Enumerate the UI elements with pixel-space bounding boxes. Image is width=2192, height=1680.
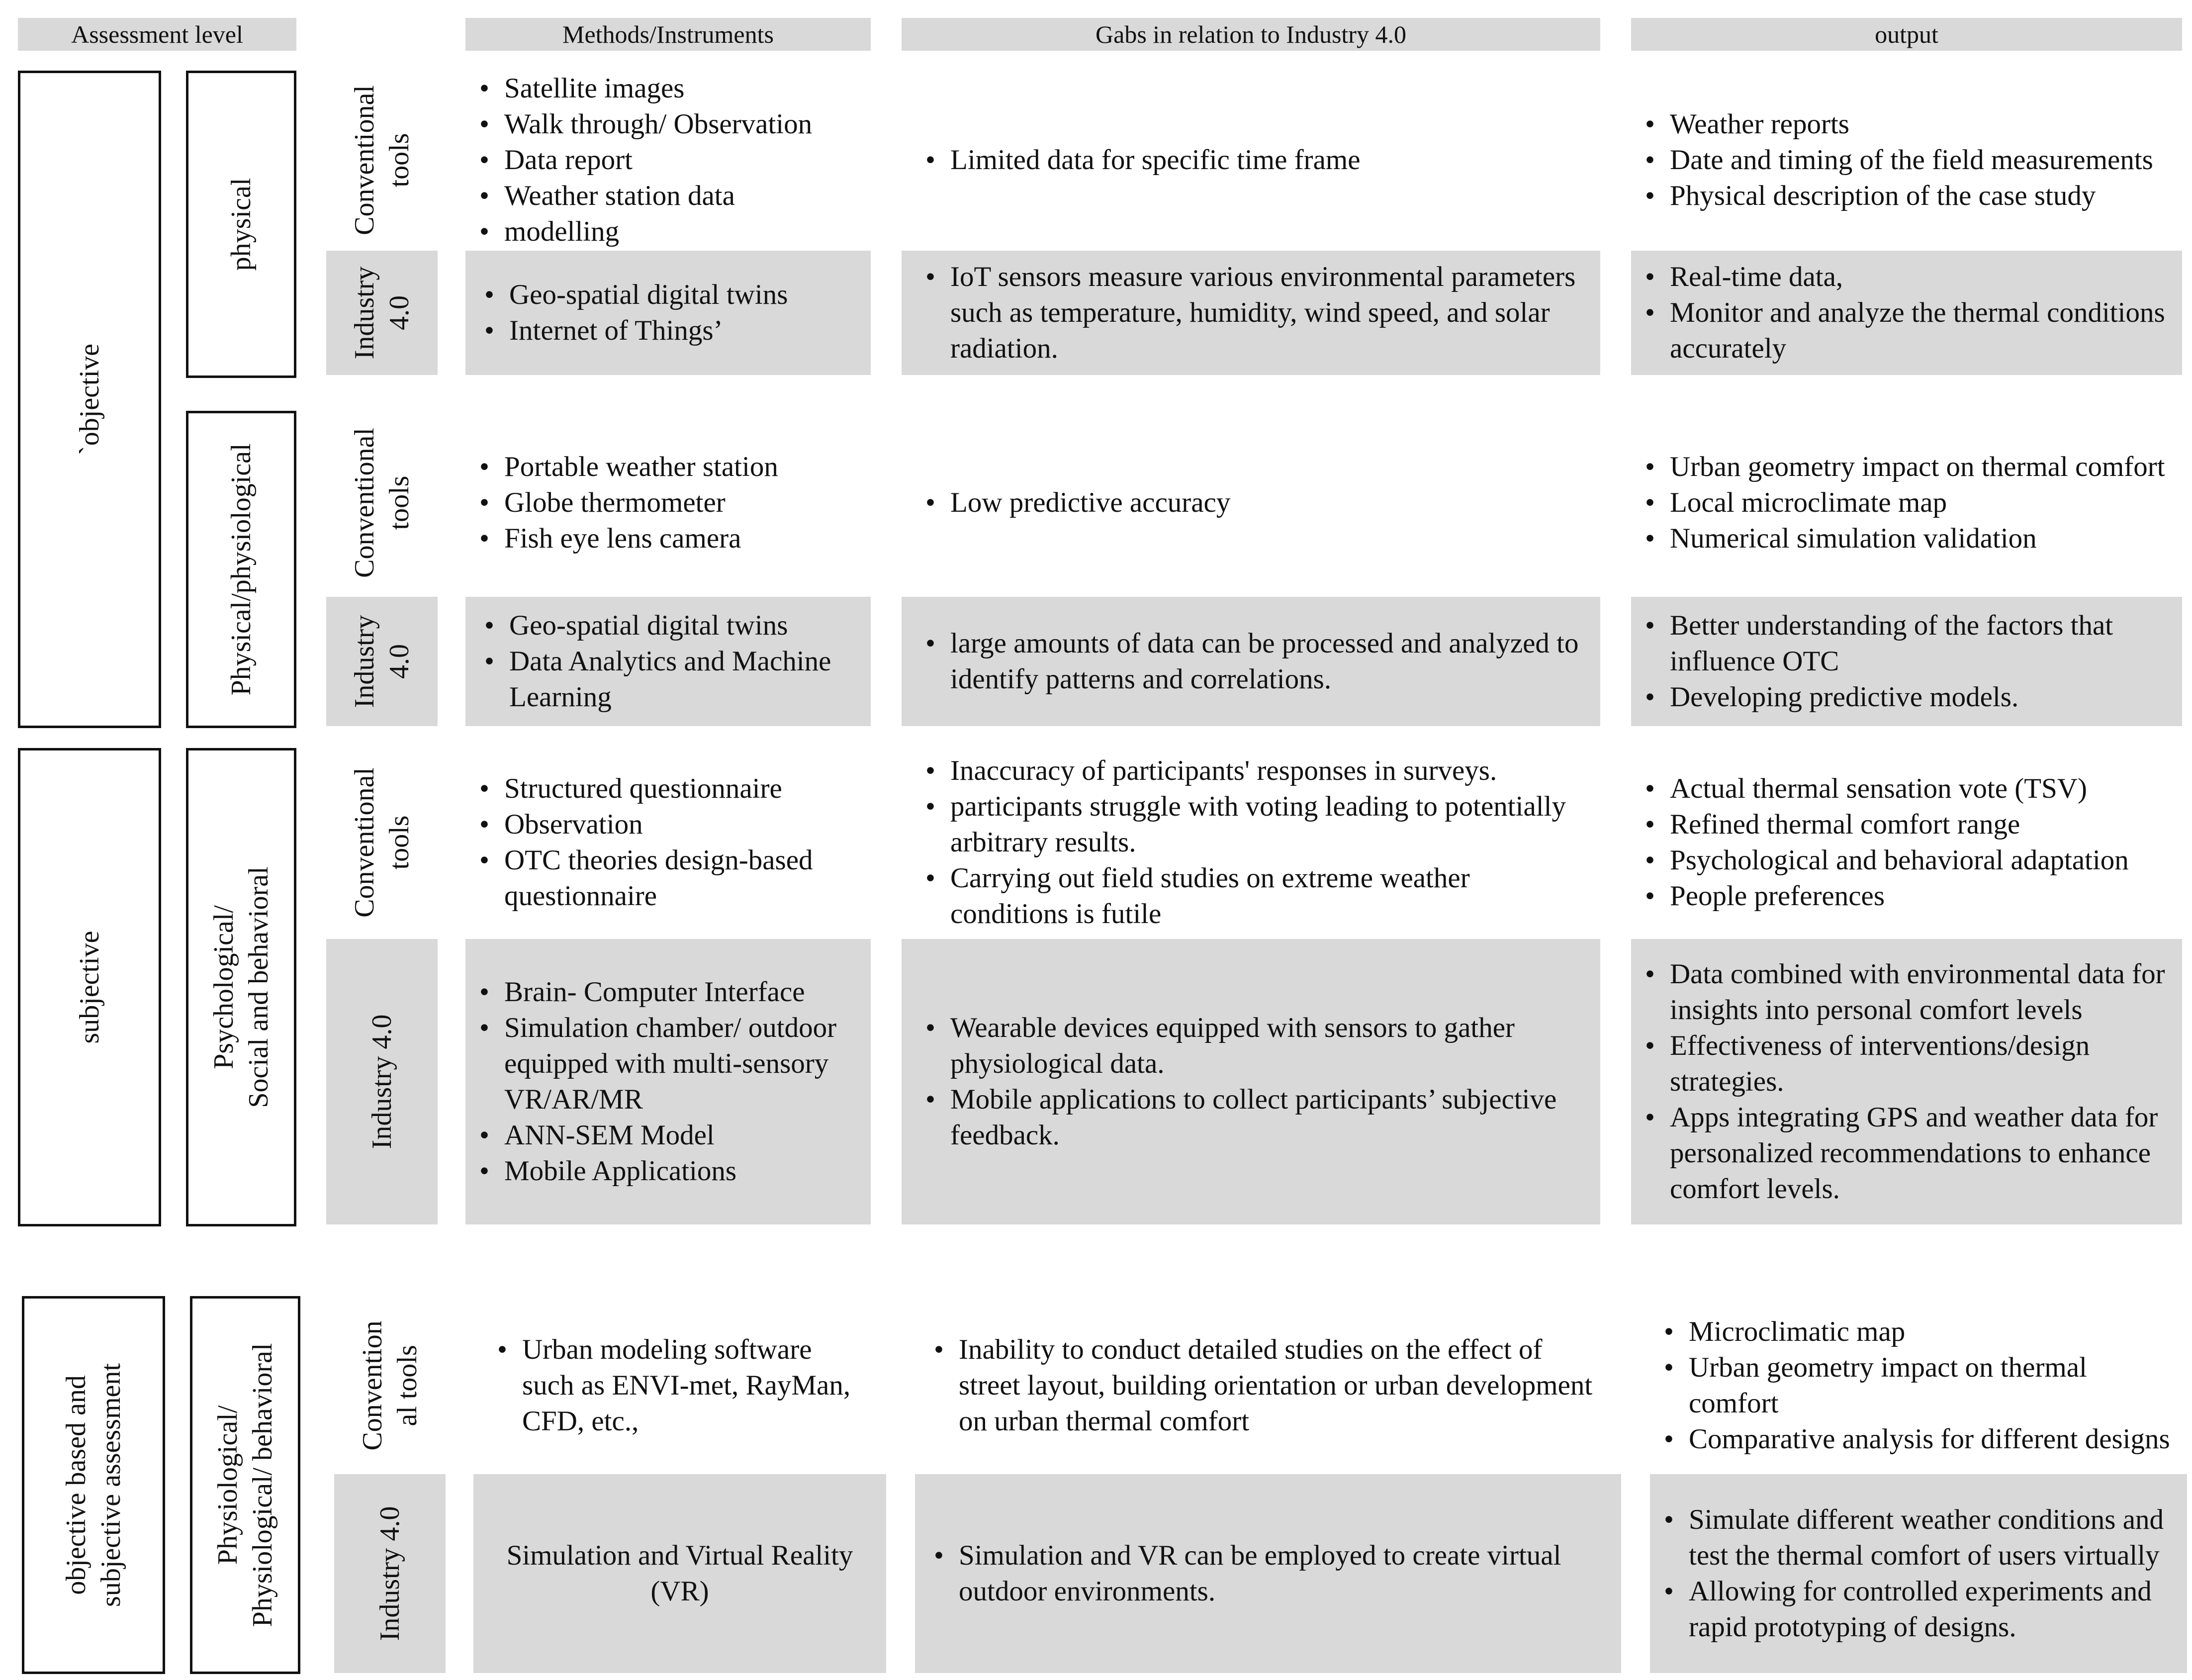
methods-cell bbox=[465, 71, 871, 250]
methods-cell bbox=[473, 1296, 886, 1475]
methods-cell bbox=[465, 748, 871, 937]
list-item: • Simulation and VR can be employed to create virtual outdoor environments. bbox=[930, 1538, 1606, 1609]
gaps-cell bbox=[915, 1474, 1621, 1673]
list-item: • Local microclimate map bbox=[1641, 485, 2172, 521]
subcategory-psych-social: Psychological/ Social and behavioral bbox=[186, 748, 296, 1226]
subcategory-physical-physiological: Physical/physiological bbox=[186, 411, 296, 728]
output-cell bbox=[1631, 251, 2182, 375]
list-item: • OTC theories design-based questionnaire bbox=[475, 842, 861, 914]
list-item: • Portable weather station bbox=[475, 449, 861, 485]
row-label-industry: Industry 4.0 bbox=[334, 1474, 446, 1673]
list-item: • Mobile applications to collect participants’ subjective feedback. bbox=[921, 1082, 1580, 1153]
list-item: • Developing predictive models. bbox=[1641, 679, 2172, 715]
gaps-cell bbox=[902, 748, 1600, 937]
methods-cell bbox=[465, 411, 871, 595]
list-item: • Geo-spatial digital twins bbox=[480, 277, 856, 313]
header-assessment-level: Assessment level bbox=[18, 18, 296, 51]
list-item: • Limited data for specific time frame bbox=[921, 142, 1580, 178]
gaps-cell bbox=[902, 597, 1600, 726]
list-item: • Refined thermal comfort range bbox=[1641, 807, 2172, 842]
row-label-conventional: Conventional tools bbox=[349, 85, 415, 235]
output-cell bbox=[1631, 748, 2182, 937]
row-label-conventional: Conventional tools bbox=[349, 428, 415, 578]
list-item: • Weather station data bbox=[475, 178, 861, 214]
output-cell bbox=[1631, 71, 2182, 250]
list-item: • large amounts of data can be processed and analyzed to identify patterns and correlations. bbox=[921, 626, 1580, 697]
list-item: • Data Analytics and Machine Learning bbox=[480, 644, 856, 715]
row-label-conventional: Convention al tools bbox=[357, 1320, 423, 1451]
list-item: • Simulation chamber/ outdoor equipped with multi-sensory VR/AR/MR bbox=[475, 1010, 861, 1118]
list-item: • Simulate different weather conditions and test the thermal comfort of users virtually bbox=[1660, 1502, 2177, 1574]
category-subjective: subjective bbox=[18, 748, 161, 1226]
list-item: • Mobile Applications bbox=[475, 1153, 861, 1189]
list-item: • Structured questionnaire bbox=[475, 771, 861, 807]
list-item: • modelling bbox=[475, 214, 861, 250]
category-objective: `objective bbox=[18, 71, 161, 728]
list-item: • Better understanding of the factors that influence OTC bbox=[1641, 608, 2172, 679]
methods-cell: Simulation and Virtual Reality (VR) bbox=[473, 1474, 886, 1673]
list-item: • Globe thermometer bbox=[475, 485, 861, 521]
methods-cell bbox=[465, 939, 871, 1224]
gaps-cell bbox=[902, 411, 1600, 595]
list-item: • Carrying out field studies on extreme weather conditions is futile bbox=[921, 860, 1580, 932]
list-item: • Urban geometry impact on thermal comfort bbox=[1641, 449, 2172, 485]
list-item: • Low predictive accuracy bbox=[921, 485, 1580, 521]
list-item: • Data combined with environmental data for insights into personal comfort levels bbox=[1641, 956, 2172, 1028]
list-item: • Inability to conduct detailed studies on the effect of street layout, building orientation or urban development on urban thermal comfort bbox=[930, 1332, 1606, 1439]
list-item: • Allowing for controlled experiments and rapid prototyping of designs. bbox=[1660, 1574, 2177, 1645]
list-item: • Monitor and analyze the thermal conditions accurately bbox=[1641, 295, 2172, 367]
output-cell bbox=[1650, 1296, 2187, 1475]
list-item: • Data report bbox=[475, 142, 861, 178]
list-item: • Urban geometry impact on thermal comfort bbox=[1660, 1350, 2177, 1421]
list-item: • Observation bbox=[475, 807, 861, 842]
list-item: • Date and timing of the field measurements bbox=[1641, 142, 2172, 178]
subcategory-phys-phys-behav: Physiological/ Physiological/ behavioral bbox=[190, 1296, 300, 1674]
output-cell bbox=[1631, 426, 2182, 580]
list-item: • IoT sensors measure various environmental parameters such as temperature, humidity, wind speed, and solar radiation. bbox=[921, 259, 1580, 367]
list-item: • Fish eye lens camera bbox=[475, 521, 861, 557]
header-methods: Methods/Instruments bbox=[465, 18, 871, 51]
list-item: • Internet of Things’ bbox=[480, 313, 856, 349]
row-label-industry: Industry 4.0 bbox=[326, 251, 438, 375]
row-label-industry: Industry 4.0 bbox=[326, 597, 438, 726]
list-item: • Physical description of the case study bbox=[1641, 178, 2172, 214]
list-item: • Numerical simulation validation bbox=[1641, 521, 2172, 557]
list-item: • Geo-spatial digital twins bbox=[480, 608, 856, 644]
header-gaps: Gabs in relation to Industry 4.0 bbox=[902, 18, 1600, 51]
list-item: • Apps integrating GPS and weather data for personalized recommendations to enhance comfort levels. bbox=[1641, 1100, 2172, 1207]
list-item: • Effectiveness of interventions/design strategies. bbox=[1641, 1028, 2172, 1100]
row-label-industry: Industry 4.0 bbox=[326, 939, 438, 1224]
list-item: • Satellite images bbox=[475, 71, 861, 106]
list-item: • Inaccuracy of participants' responses in surveys. bbox=[921, 753, 1580, 789]
list-item: • Microclimatic map bbox=[1660, 1314, 2177, 1350]
row-label-conventional: Conventional tools bbox=[349, 767, 415, 918]
gaps-cell bbox=[902, 939, 1600, 1224]
output-cell bbox=[1631, 597, 2182, 726]
gaps-cell bbox=[902, 71, 1600, 250]
output-cell bbox=[1650, 1474, 2187, 1673]
gaps-cell bbox=[902, 251, 1600, 375]
list-item: • ANN-SEM Model bbox=[475, 1118, 861, 1153]
list-item: • Psychological and behavioral adaptation bbox=[1641, 842, 2172, 878]
list-item: • Weather reports bbox=[1641, 106, 2172, 142]
list-item: • People preferences bbox=[1641, 878, 2172, 914]
methods-cell bbox=[465, 251, 871, 375]
list-item: • Real-time data, bbox=[1641, 259, 2172, 295]
category-combined: objective based and subjective assessment bbox=[22, 1296, 165, 1674]
list-item: • Urban modeling software such as ENVI-met, RayMan, CFD, etc., bbox=[493, 1332, 866, 1439]
list-item: • Wearable devices equipped with sensors to gather physiological data. bbox=[921, 1010, 1580, 1082]
methods-list bbox=[475, 71, 861, 250]
list-item: • Comparative analysis for different designs bbox=[1660, 1421, 2177, 1457]
list-item: • Walk through/ Observation bbox=[475, 106, 861, 142]
output-cell bbox=[1631, 939, 2182, 1224]
list-item: • Actual thermal sensation vote (TSV) bbox=[1641, 771, 2172, 807]
header-output: output bbox=[1631, 18, 2182, 51]
subcategory-physical: physical bbox=[186, 71, 296, 378]
list-item: • Brain- Computer Interface bbox=[475, 974, 861, 1010]
methods-cell bbox=[465, 597, 871, 726]
gaps-cell bbox=[915, 1296, 1621, 1475]
list-item: • participants struggle with voting leading to potentially arbitrary results. bbox=[921, 789, 1580, 860]
